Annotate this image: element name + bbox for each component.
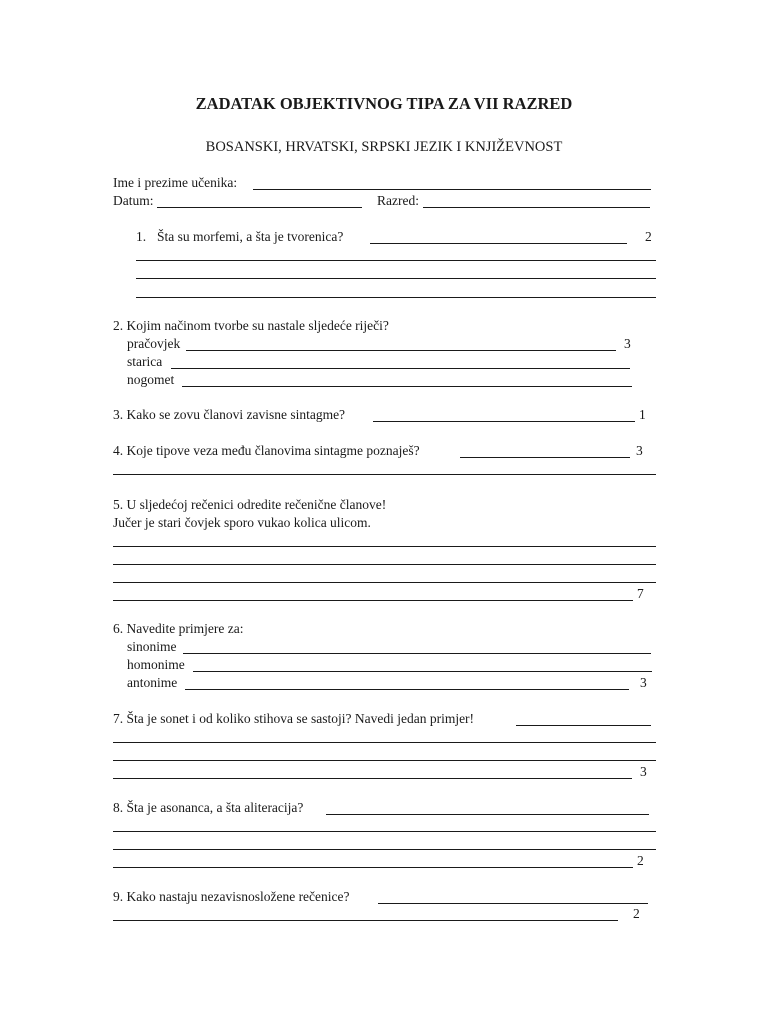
- answer-line[interactable]: [171, 368, 630, 369]
- answer-line[interactable]: [193, 671, 652, 672]
- answer-line[interactable]: [516, 725, 651, 726]
- answer-line[interactable]: [113, 474, 656, 475]
- question-6-item: homonime: [127, 657, 185, 672]
- answer-line[interactable]: [113, 582, 656, 583]
- answer-line[interactable]: [113, 831, 656, 832]
- question-4-points: 3: [636, 443, 643, 458]
- date-field[interactable]: [157, 207, 362, 208]
- question-2-item: pračovjek: [127, 336, 181, 351]
- answer-line[interactable]: [113, 920, 618, 921]
- question-9-text: 9. Kako nastaju nezavisnosložene rečenice?: [113, 889, 350, 904]
- question-3-points: 1: [639, 407, 646, 422]
- answer-line[interactable]: [136, 260, 656, 261]
- page-subtitle: BOSANSKI, HRVATSKI, SRPSKI JEZIK I KNJIŽEVNOST: [205, 139, 563, 155]
- answer-line[interactable]: [373, 421, 635, 422]
- student-name-label: Ime i prezime učenika:: [113, 175, 238, 190]
- question-9-points: 2: [633, 906, 640, 921]
- answer-line[interactable]: [186, 350, 616, 351]
- question-5-text: 5. U sljedećoj rečenici odredite rečenične članove!: [113, 497, 387, 512]
- answer-line[interactable]: [113, 760, 656, 761]
- question-4-text: 4. Koje tipove veza među članovima sintagme poznaješ?: [113, 443, 420, 458]
- question-1-text: Šta su morfemi, a šta je tvorenica?: [157, 229, 344, 244]
- answer-line[interactable]: [113, 849, 656, 850]
- date-label: Datum:: [113, 193, 154, 208]
- answer-line[interactable]: [183, 653, 651, 654]
- answer-line[interactable]: [136, 278, 656, 279]
- answer-line[interactable]: [378, 903, 648, 904]
- question-5-sentence: Jučer je stari čovjek sporo vukao kolica ulicom.: [113, 515, 371, 530]
- question-2-item: nogomet: [127, 372, 175, 387]
- answer-line[interactable]: [182, 386, 632, 387]
- question-1-points: 2: [645, 229, 652, 244]
- answer-line[interactable]: [185, 689, 629, 690]
- answer-line[interactable]: [113, 546, 656, 547]
- question-6-text: 6. Navedite primjere za:: [113, 621, 244, 636]
- answer-line[interactable]: [136, 297, 656, 298]
- page-title: ZADATAK OBJEKTIVNOG TIPA ZA VII RAZRED: [195, 94, 573, 113]
- question-8-text: 8. Šta je asonanca, a šta aliteracija?: [113, 800, 304, 815]
- question-6-item: antonime: [127, 675, 178, 690]
- question-1-number: 1.: [136, 229, 147, 244]
- question-2-text: 2. Kojim načinom tvorbe su nastale sljedeće riječi?: [113, 318, 389, 333]
- question-7-points: 3: [640, 764, 647, 779]
- answer-line[interactable]: [113, 742, 656, 743]
- question-6-item: sinonime: [127, 639, 177, 654]
- class-label: Razred:: [377, 193, 419, 208]
- question-5-points: 7: [637, 586, 644, 601]
- question-8-points: 2: [637, 853, 644, 868]
- question-2-points: 3: [624, 336, 631, 351]
- answer-line[interactable]: [460, 457, 630, 458]
- answer-line[interactable]: [113, 778, 632, 779]
- student-name-field[interactable]: [253, 189, 651, 190]
- answer-line[interactable]: [113, 600, 633, 601]
- answer-line[interactable]: [113, 867, 633, 868]
- question-2-item: starica: [127, 354, 163, 369]
- answer-line[interactable]: [113, 564, 656, 565]
- question-3-text: 3. Kako se zovu članovi zavisne sintagme?: [113, 407, 346, 422]
- question-6-points: 3: [640, 675, 647, 690]
- answer-line[interactable]: [370, 243, 627, 244]
- question-7-text: 7. Šta je sonet i od koliko stihova se sastoji? Navedi jedan primjer!: [113, 711, 475, 726]
- answer-line[interactable]: [326, 814, 649, 815]
- class-field[interactable]: [423, 207, 650, 208]
